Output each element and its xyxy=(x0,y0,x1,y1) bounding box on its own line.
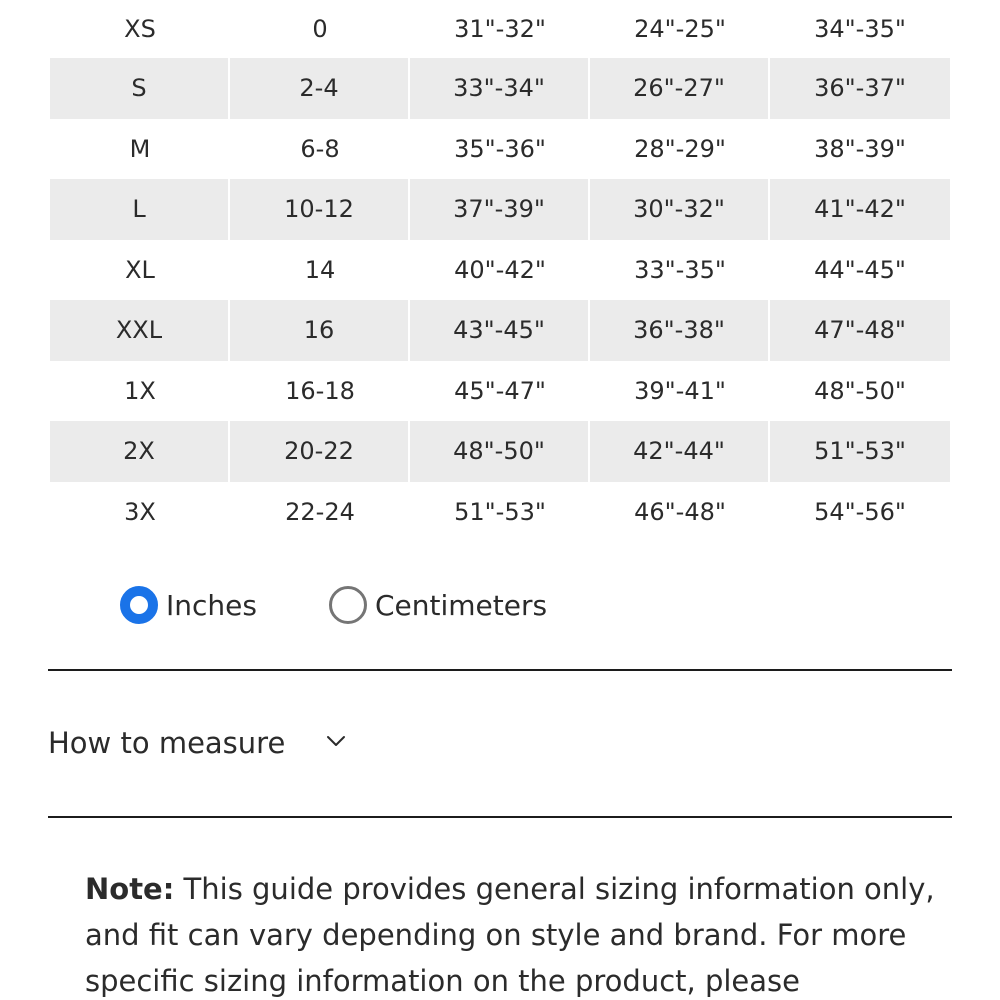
chevron-down-icon[interactable] xyxy=(325,730,347,752)
table-cell-hips: 41"-42" xyxy=(770,179,950,240)
table-cell-bust: 37"-39" xyxy=(410,179,590,240)
table-row xyxy=(50,361,950,422)
table-cell-bust: 35"-36" xyxy=(454,134,546,163)
table-cell-size: 1X xyxy=(124,376,156,405)
table-cell-hips: 47"-48" xyxy=(770,300,950,361)
table-cell-bust: 45"-47" xyxy=(454,376,546,405)
table-cell-us-size: 16 xyxy=(230,300,410,361)
sizing-note xyxy=(85,866,945,1000)
table-row xyxy=(50,240,950,301)
table-cell-size: XS xyxy=(124,15,156,43)
table-cell-bust: 51"-53" xyxy=(454,497,546,526)
table-cell-bust: 48"-50" xyxy=(410,421,590,482)
table-cell-us-size: 16-18 xyxy=(285,376,355,405)
table-cell-hips: 38"-39" xyxy=(814,134,906,163)
table-cell-waist: 46"-48" xyxy=(634,497,726,526)
table-cell-us-size: 22-24 xyxy=(285,497,355,526)
table-cell-us-size: 2-4 xyxy=(230,58,410,119)
table-cell-us-size: 14 xyxy=(304,255,336,284)
table-cell-waist: 26"-27" xyxy=(590,58,770,119)
table-cell-bust: 31"-32" xyxy=(454,15,546,43)
table-cell-size: L xyxy=(50,179,230,240)
table-cell-waist: 36"-38" xyxy=(590,300,770,361)
table-cell-size: XL xyxy=(125,255,155,284)
unit-option-centimeters[interactable] xyxy=(329,586,547,624)
table-cell-hips: 36"-37" xyxy=(770,58,950,119)
table-cell-us-size: 0 xyxy=(312,15,328,43)
table-row xyxy=(50,0,950,58)
unit-label-centimeters: Centimeters xyxy=(374,588,548,622)
unit-option-inches[interactable] xyxy=(120,586,257,624)
how-to-measure-toggle[interactable] xyxy=(48,720,347,766)
section-divider-top xyxy=(48,669,952,671)
table-cell-waist: 33"-35" xyxy=(634,255,726,284)
note-label: Note: xyxy=(85,872,175,906)
table-cell-waist: 42"-44" xyxy=(590,421,770,482)
table-cell-hips: 44"-45" xyxy=(814,255,906,284)
section-divider-bottom xyxy=(48,816,952,818)
table-cell-hips: 51"-53" xyxy=(770,421,950,482)
table-cell-waist: 24"-25" xyxy=(634,15,726,43)
table-cell-hips: 48"-50" xyxy=(814,376,906,405)
table-row xyxy=(50,300,950,361)
table-row xyxy=(50,58,950,119)
table-cell-size: M xyxy=(129,134,151,163)
table-cell-us-size: 10-12 xyxy=(230,179,410,240)
table-row xyxy=(50,119,950,180)
table-cell-waist: 28"-29" xyxy=(634,134,726,163)
table-row xyxy=(50,421,950,482)
note-text: This guide provides general sizing information only, and fit can vary depending on style and brand. For more specific sizing information on the product, please xyxy=(85,872,935,998)
table-cell-bust: 33"-34" xyxy=(410,58,590,119)
table-cell-bust: 40"-42" xyxy=(454,255,546,284)
table-cell-size: 3X xyxy=(124,497,156,526)
size-chart-table xyxy=(50,0,950,542)
table-cell-us-size: 6-8 xyxy=(300,134,340,163)
table-cell-waist: 30"-32" xyxy=(590,179,770,240)
table-cell-us-size: 20-22 xyxy=(230,421,410,482)
table-cell-size: XXL xyxy=(50,300,230,361)
table-cell-bust: 43"-45" xyxy=(410,300,590,361)
table-cell-size: 2X xyxy=(50,421,230,482)
table-cell-waist: 39"-41" xyxy=(634,376,726,405)
table-cell-hips: 54"-56" xyxy=(814,497,906,526)
unit-radio-group xyxy=(120,583,547,627)
unit-label-inches: Inches xyxy=(166,588,257,622)
table-cell-size: S xyxy=(50,58,230,119)
table-row xyxy=(50,482,950,543)
how-to-measure-title: How to measure xyxy=(48,726,286,760)
radio-checked-icon[interactable] xyxy=(120,586,158,624)
table-cell-hips: 34"-35" xyxy=(814,15,906,43)
radio-unchecked-icon[interactable] xyxy=(329,586,367,624)
table-row xyxy=(50,179,950,240)
